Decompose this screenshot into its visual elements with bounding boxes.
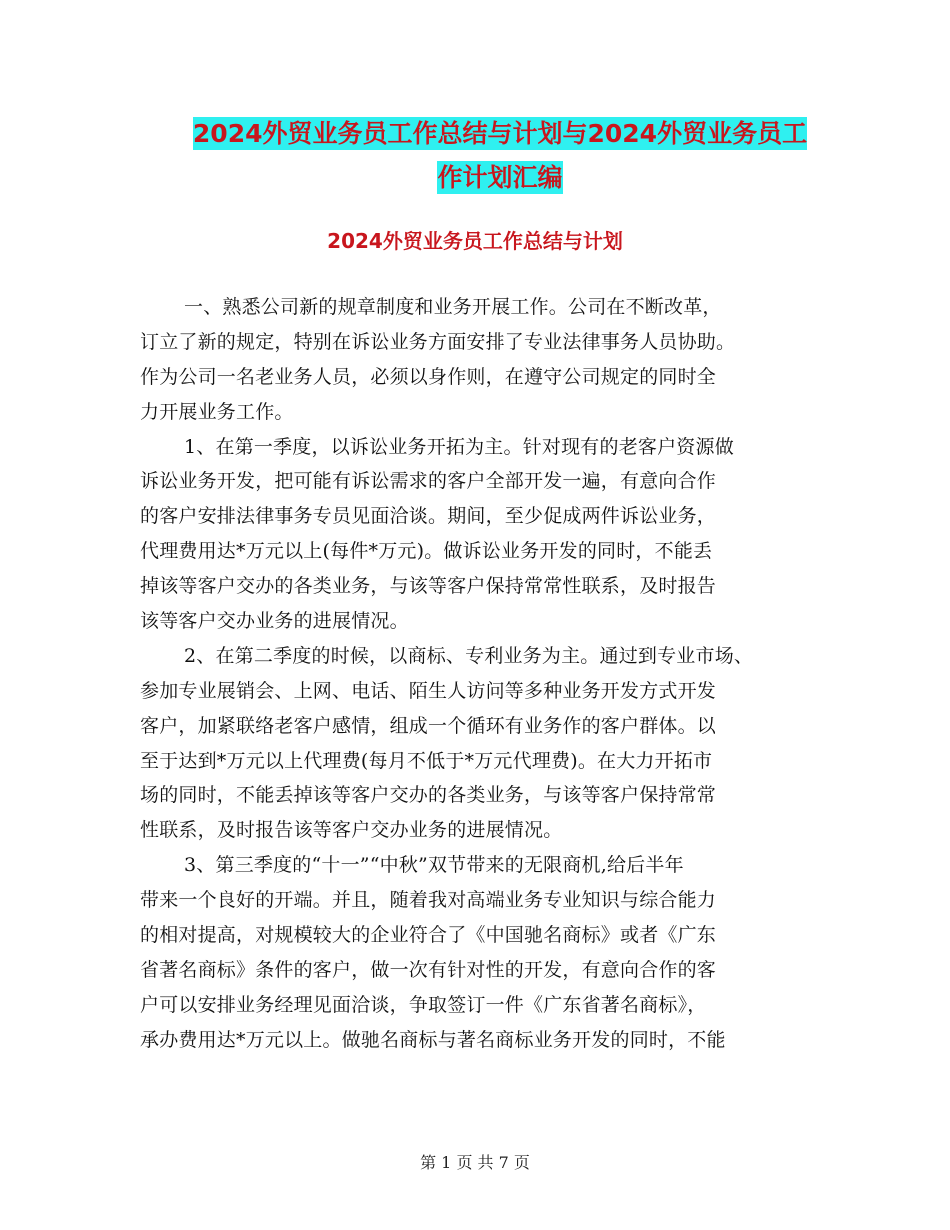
body-line: 至于达到*万元以上代理费(每月不低于*万元代理费)。在大力开拓市 <box>140 749 713 772</box>
body-line: 省著名商标》条件的客户，做一次有针对性的开发，有意向合作的客 <box>140 958 717 981</box>
body-line: 性联系，及时报告该等客户交办业务的进展情况。 <box>140 819 563 842</box>
body-line: 一、熟悉公司新的规章制度和业务开展工作。公司在不断改革， <box>184 296 722 318</box>
body-line: 承办费用达*万元以上。做驰名商标与著名商标业务开发的同时，不能 <box>140 1028 726 1051</box>
section-title: 2024外贸业务员工作总结与计划 <box>327 229 623 253</box>
body-line: 代理费用达*万元以上(每件*万元)。做诉讼业务开发的同时，不能丢 <box>140 540 713 563</box>
body-line: 参加专业展销会、上网、电话、陌生人访问等多种业务开发方式开发 <box>140 679 717 702</box>
body-line: 1、在第一季度，以诉讼业务开拓为主。针对现有的老客户资源做 <box>184 435 734 458</box>
body-line: 的客户安排法律事务专员见面洽谈。期间，至少促成两件诉讼业务， <box>140 505 717 528</box>
body-line: 场的同时，不能丢掉该等客户交办的各类业务，与该等客户保持常常 <box>140 784 717 807</box>
body-line: 掉该等客户交办的各类业务，与该等客户保持常常性联系，及时报告 <box>140 575 717 598</box>
body-line: 该等客户交办业务的进展情况。 <box>140 610 409 633</box>
document-title-line-2: 作计划汇编 <box>437 163 563 192</box>
body-line: 力开展业务工作。 <box>140 400 294 423</box>
body-line: 作为公司一名老业务人员，必须以身作则，在遵守公司规定的同时全 <box>140 365 717 388</box>
body-line: 3、第三季度的“十一”“中秋”双节带来的无限商机,给后半年 <box>184 854 684 877</box>
body-line: 户可以安排业务经理见面洽谈，争取签订一件《广东省著名商标》， <box>140 993 707 1016</box>
document-title <box>140 112 860 200</box>
body-line: 诉讼业务开发，把可能有诉讼需求的客户全部开发一遍，有意向合作 <box>140 470 717 493</box>
body-line: 订立了新的规定，特别在诉讼业务方面安排了专业法律事务人员协助。 <box>140 330 736 353</box>
body-line: 客户，加紧联络老客户感情，组成一个循环有业务作的客户群体。以 <box>140 714 717 737</box>
document-body <box>140 290 822 1058</box>
body-line: 的相对提高，对规模较大的企业符合了《中国驰名商标》或者《广东 <box>140 924 717 947</box>
document-title-line-1: 2024外贸业务员工作总结与计划与2024外贸业务员工 <box>192 119 808 148</box>
page-footer: 第 1 页 共 7 页 <box>420 1153 530 1172</box>
body-line: 2、在第二季度的时候，以商标、专利业务为主。通过到专业市场、 <box>184 644 754 667</box>
body-line: 带来一个良好的开端。并且，随着我对高端业务专业知识与综合能力 <box>140 889 717 912</box>
